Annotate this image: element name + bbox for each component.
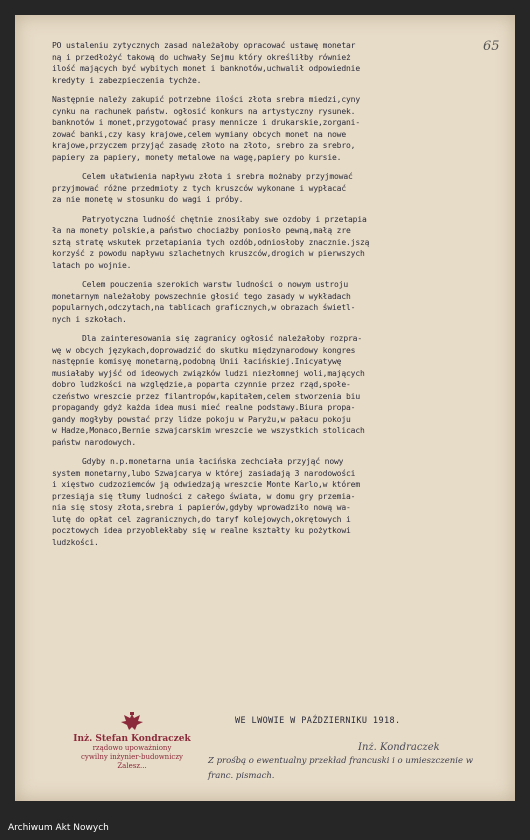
paragraph: Następnie należy zakupić potrzebne ilości złota srebra miedzi,cyny cynku na rachunek państw. ogłosić konkurs na artystyczny rysunek. banknotów i monet,przygotować prasy mennicze i drukarskie,zorgani- zować banki,czy kasy krajowe,celem wymiany obcych monet na nowe krajowe,przyczem przyjąć zasadę złoto na złoto, srebro za srebro, papiery za papiery, monety metalowe na wagę,papiery po kursie. <box>52 95 360 162</box>
paragraph: Celem pouczenia szerokich warstw ludności o nowym ustroju monetarnym należałoby powszechnie głosić tego zasady w wykładach popularnych,odczytach,na tablicach graficznych,w obrazach świetl- nych i szkołach. <box>52 280 356 324</box>
typed-body <box>52 40 502 548</box>
engineer-stamp <box>72 712 192 771</box>
archive-footer <box>0 812 530 840</box>
signature: Inż. Kondraczek <box>358 742 440 753</box>
handwritten-note: Z prośbą o ewentualny przekład francuski i o umieszczenie w franc. pismach. <box>208 756 473 781</box>
paragraph: Gdyby n.p.monetarna unia łacińska zechciała przyjąć nowy system monetarny,lubo Szwajcarya w której zasiadają 3 narodowości i xięstwo cudzoziemców ją odwiedzają wreszcie Monte Karlo,w którem przesiąja się tłumy ludności z całego świata, w domu gry przemia- nia się stosy złota,srebra i papierów,gdyby wprowadziło nową wa- lutę do opłat cel zagranicznych,do taryf kolejowych,okrętowych i pocztowych idea przyoblekłaby się w realne kształty ku pożytkowi ludzkości. <box>52 457 360 547</box>
paragraph: Patryotyczna ludność chętnie znosiłaby swe ozdoby i przetapia ła na monety polskie,a państwo chociażby poniosło pewną,małą zre sztą stratę wskutek przetapiania tych ozdób,odniosłoby znacznie.jszą korzyść z powodu napływu szlachetnych kruszców,drogich w pierwszych latach po wojnie. <box>52 214 370 270</box>
stamp-line: cywilny inżynier-budowniczy <box>80 753 183 761</box>
paragraph: Celem ułatwienia napływu złota i srebra możnaby przyjmować przyjmować różne przedmioty z tych kruszców wykonane i wypłacać za nie monetę w stosunku do wagi i próby. <box>52 172 353 204</box>
paragraph: Dla zainteresowania się zagranicy ogłosić należałoby rozpra- wę w obcych językach,doprowadzić do skutku międzynarodowy kongres następnie komisyę monetarną,podobną Unii łacińskiej.Inicyatywę musiałaby wyjść od ideowych związków ludzi niezłomnej woli,mających dobro ludzkości na względzie,a poparta czynnie przez rząd,społe- czeństwo wreszcie przez filantropów,kapitałem,celem stworzenia biu propagandy gdyż każda idea musi mieć realne podstawy.Biura propa- gandy mogłyby powstać przy lidze pokoju w Paryżu,w pałacu pokoju w Hadze,Monaco,Bernie szwajcarskim wreszcie we wszystkich stolicach państw narodowych. <box>52 334 365 447</box>
stamp-line: Zalesz... <box>117 762 147 770</box>
date-line: WE LWOWIE W PAŹDZIERNIKU 1918. <box>235 716 401 726</box>
page-number: 65 <box>483 39 500 54</box>
stamp-line: rządowo upoważniony <box>92 744 172 752</box>
archive-label: Archiwum Akt Nowych <box>8 823 109 833</box>
eagle-emblem-icon <box>119 712 145 732</box>
paragraph: PO ustaleniu zytycznych zasad należałoby opracować ustawę monetar ną i przedłożyć takową do uchwały Sejmu który określiłby również ilość mających być wybitych monet i banknotów,uchwalił odpowiednie kredyty i zabezpieczenia tychże. <box>52 41 360 85</box>
stamp-name: Inż. Stefan Kondraczek <box>73 734 191 744</box>
